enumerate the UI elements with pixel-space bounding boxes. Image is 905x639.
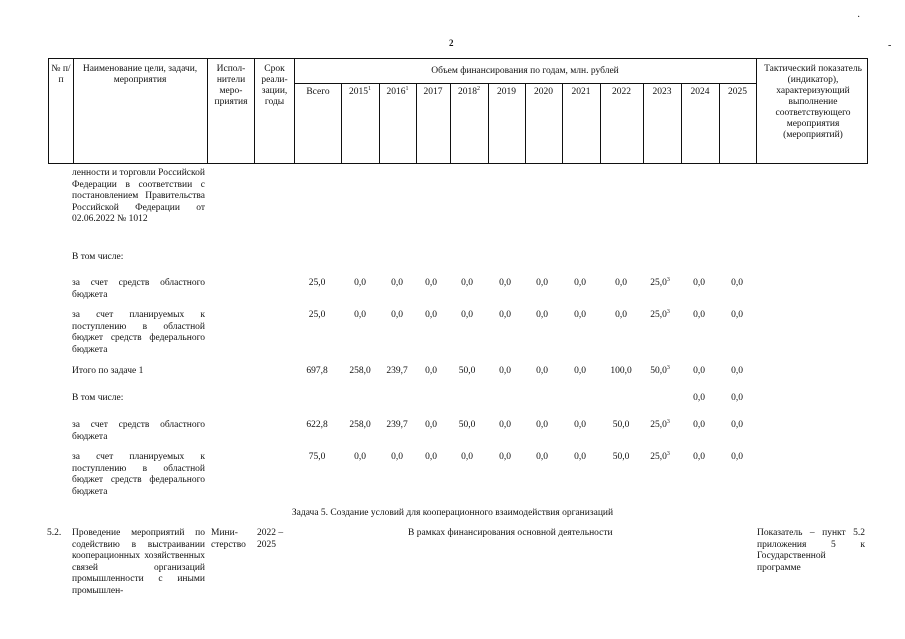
value-cell: 0,0 (425, 310, 437, 320)
row-label: за счет средств областного бюджета (72, 420, 205, 442)
value-cell: 0,0 (536, 420, 548, 430)
header-term: Срок реали-зации, годы (261, 64, 288, 107)
value-cell: 50,0 (612, 452, 630, 462)
scan-speck: - (888, 40, 892, 51)
value-cell: 0,0 (425, 420, 437, 430)
header-name: Наименование цели, задачи, мероприятия (82, 64, 198, 85)
row-label: Итого по задаче 1 (72, 366, 144, 376)
value-cell: 0,0 (536, 366, 548, 376)
continuation-text: ленности и торговли Российской Федерации в соответствии с постановлением Правительства Российской Федерации от 02.06.2022 № 1012 (72, 168, 205, 224)
item-indicator: Показатель – пункт 5.2 приложения 5 к Государственной программе (757, 528, 865, 573)
value-cell: 0,0 (391, 452, 403, 462)
header-year: 2021 (571, 87, 591, 97)
value-cell: 25,0$^3$ (650, 276, 670, 288)
header-year: 2020 (534, 87, 553, 97)
value-cell: 0,0 (499, 366, 511, 376)
value-cell: 0,0 (391, 310, 403, 320)
value-cell: 0,0 (731, 310, 743, 320)
row-label: В том числе: (72, 252, 124, 262)
value-cell: 25,0$^3$ (650, 450, 670, 462)
value-cell: 0,0 (731, 452, 743, 462)
value-cell: 0,0 (693, 278, 705, 288)
header-year: 2019 (497, 87, 516, 97)
value-cell: 0,0 (461, 278, 473, 288)
value-cell: 239,7 (386, 420, 408, 430)
value-cell: 0,0 (574, 420, 586, 430)
value-cell: 0,0 (693, 310, 705, 320)
value-cell: 0,0 (615, 310, 627, 320)
value-cell: 0,0 (574, 366, 586, 376)
header-year: 2016$^1$ (386, 85, 409, 97)
item-executor: Мини-стерство (211, 528, 246, 550)
value-cell: 0,0 (693, 366, 705, 376)
header-year: 2025 (728, 87, 747, 97)
value-cell: 0,0 (693, 420, 705, 430)
value-cell: 239,7 (386, 366, 408, 376)
item-number: 5.2. (47, 528, 62, 538)
value-cell: 0,0 (461, 452, 473, 462)
value-cell: 697,8 (306, 366, 328, 376)
value-cell: 25,0 (308, 278, 326, 288)
value-cell: 0,0 (391, 278, 403, 288)
value-cell: 0,0 (499, 278, 511, 288)
value-cell: 0,0 (499, 420, 511, 430)
header-year: 2015$^1$ (349, 85, 371, 97)
value-cell: 0,0 (731, 278, 743, 288)
value-cell: 50,0 (458, 366, 476, 376)
row-label: за счет планируемых к поступлению в областной бюджет средств федерального бюджета (72, 452, 205, 497)
value-cell: 0,0 (574, 452, 586, 462)
value-cell: 0,0 (693, 393, 705, 403)
header-year: 2017 (423, 87, 443, 97)
value-cell: 0,0 (536, 278, 548, 288)
value-cell: 0,0 (354, 452, 366, 462)
value-cell: 0,0 (731, 393, 743, 403)
value-cell: 0,0 (731, 420, 743, 430)
value-cell: 0,0 (354, 310, 366, 320)
value-cell: 622,8 (306, 420, 328, 430)
header-year: 2022 (612, 87, 631, 97)
row-label: В том числе: (72, 393, 124, 403)
header-executors: Испол-нители меро-приятия (214, 64, 248, 107)
value-cell: 0,0 (536, 310, 548, 320)
value-cell: 258,0 (349, 366, 371, 376)
row-label: за счет средств областного бюджета (72, 278, 205, 300)
value-cell: 25,0 (308, 310, 326, 320)
item-name: Проведение мероприятий по содействию в выстраивании кооперационных хозяйственных связей организаций промышленности с иными промышлен- (72, 528, 205, 596)
header-year: 2023 (652, 87, 672, 97)
value-cell: 258,0 (349, 420, 371, 430)
value-cell: 0,0 (425, 278, 437, 288)
header-year: 2024 (690, 87, 710, 97)
value-cell: 100,0 (610, 366, 632, 376)
header-indicator: Тактический показатель (индикатор), характеризующий выполнение соответствующего мероприятия (мероприятий) (764, 64, 862, 140)
value-cell: 0,0 (425, 452, 437, 462)
value-cell: 50,0 (458, 420, 476, 430)
value-cell: 25,0$^3$ (650, 308, 670, 320)
value-cell: 0,0 (536, 452, 548, 462)
page-number: 2 (449, 38, 454, 48)
value-cell: 0,0 (499, 452, 511, 462)
value-cell: 0,0 (574, 278, 586, 288)
header-year: 2018$^2$ (458, 85, 480, 97)
value-cell: 0,0 (615, 278, 627, 288)
value-cell: 0,0 (574, 310, 586, 320)
value-cell: 0,0 (425, 366, 437, 376)
header-funding: Объем финансирования по годам, млн. рублей (431, 66, 619, 76)
value-cell: 50,0 (612, 420, 630, 430)
value-cell: 0,0 (354, 278, 366, 288)
header-total: Всего (306, 87, 330, 97)
task5-title: Задача 5. Создание условий для кооперационного взаимодействия организаций (291, 508, 614, 518)
scan-speck: · (857, 12, 861, 23)
header-num: № п/п (51, 64, 71, 85)
value-cell: 0,0 (731, 366, 743, 376)
item-funding-note: В рамках финансирования основной деятельности (408, 528, 613, 538)
value-cell: 25,0$^3$ (650, 418, 670, 430)
table-header (48, 58, 868, 164)
value-cell: 75,0 (308, 452, 326, 462)
value-cell: 0,0 (461, 310, 473, 320)
value-cell: 0,0 (499, 310, 511, 320)
row-label: за счет планируемых к поступлению в областной бюджет средств федерального бюджета (72, 310, 205, 355)
value-cell: 0,0 (693, 452, 705, 462)
item-term: 2022 – 2025 (257, 528, 284, 550)
value-cell: 50,0$^3$ (650, 364, 670, 376)
